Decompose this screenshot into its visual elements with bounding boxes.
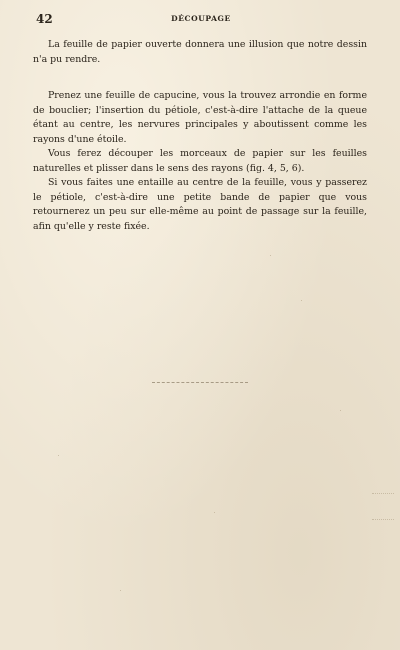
page-header [36,12,366,28]
paper-speck [214,512,215,513]
margin-mark [372,519,394,520]
section-divider [152,382,248,383]
body-text [33,38,367,234]
paragraph: La feuille de papier ouverte donnera une illusion que notre dessin n'a pu rendre. [33,39,367,65]
running-title: DÉCOUPAGE [171,14,231,23]
paper-speck [270,255,271,256]
paragraph: Si vous faites une entaille au centre de la feuille, vous y passerez le pétiole, c'est-à-dire une petite bande de papier que vous retournerez un peu sur elle-même au point de passage sur la feuille, afin qu'elle y reste fixée. [33,177,367,232]
paragraph-spacer [33,67,367,89]
paper-speck [340,410,341,411]
margin-mark [372,493,394,494]
paper-speck [301,300,302,301]
paragraph: Prenez une feuille de capucine, vous la trouvez arrondie en forme de bouclier; l'insertion du pétiole, c'est-à-dire l'attache de la queue étant au centre, les nervures principales y aboutissent comme les rayons d'une étoile. [33,90,367,145]
page-number: 42 [36,12,53,26]
paper-speck [58,455,59,456]
paper-speck [120,590,121,591]
paragraph: Vous ferez découper les morceaux de papier sur les feuilles naturelles et plisser dans le sens des rayons (fig. 4, 5, 6). [33,148,367,174]
